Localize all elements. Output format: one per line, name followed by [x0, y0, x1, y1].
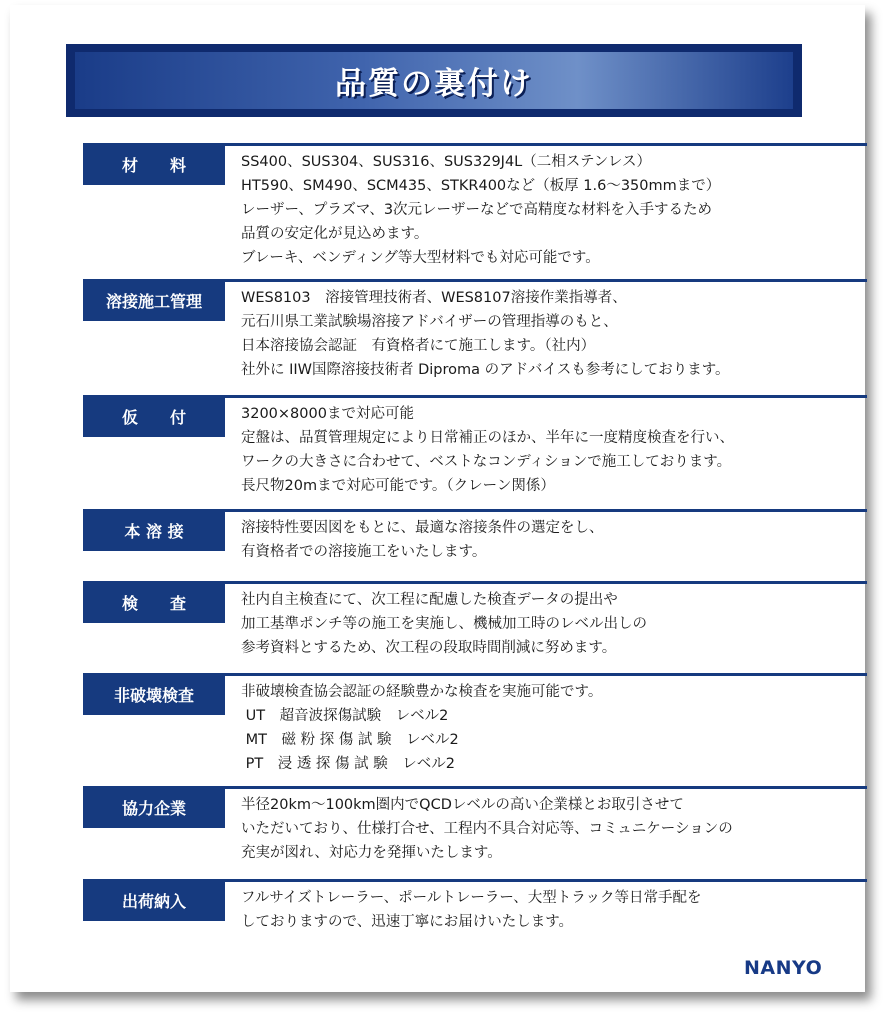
- section-line: 社内自主検査にて、次工程に配慮した検査データの提出や: [241, 592, 618, 608]
- section-line: レーザー、プラズマ、3次元レーザーなどで高精度な材料を入手するため: [241, 202, 713, 218]
- section-rule: [225, 395, 867, 398]
- section-rule: [225, 786, 867, 789]
- section-line: ワークの大きさに合わせて、ベストなコンディションで施工しております。: [241, 454, 732, 470]
- section-line: 有資格者での溶接施工をいたします。: [241, 544, 487, 560]
- section-line: 加工基準ポンチ等の施工を実施し、機械加工時のレベル出しの: [241, 616, 647, 632]
- section-line: 参考資料とするため、次工程の段取時間削減に努めます。: [241, 640, 617, 656]
- section-line: 元石川県工業試験場溶接アドバイザーの管理指導のもと、: [241, 314, 618, 330]
- section-line: 充実が図れ、対応力を発揮いたします。: [241, 845, 502, 861]
- section-label: 溶接施工管理: [83, 279, 225, 321]
- section-line: しておりますので、迅速丁寧にお届けいたします。: [241, 914, 574, 930]
- company-logo: NANYO: [744, 957, 823, 979]
- section-rule: [225, 143, 867, 146]
- section-line: 品質の安定化が見込めます。: [241, 226, 429, 242]
- section-body: [241, 516, 604, 564]
- section-line: SS400、SUS304、SUS316、SUS329J4L（二相ステンレス）: [241, 154, 651, 170]
- section-line: MT 磁 粉 探 傷 試 験 レベル2: [241, 732, 459, 748]
- section-label: 出荷納入: [83, 879, 225, 921]
- section-label: 仮 付: [83, 395, 225, 437]
- section-line: 非破壊検査協会認証の経験豊かな検査を実施可能です。: [241, 684, 603, 700]
- section-body: [241, 402, 734, 498]
- section-line: 定盤は、品質管理規定により日常補正のほか、半年に一度精度検査を行い、: [241, 430, 734, 446]
- section-body: [241, 793, 733, 865]
- section-line: UT 超音波探傷試験 レベル2: [241, 708, 449, 724]
- title-banner-inner: [75, 52, 793, 109]
- section-line: ブレーキ、ベンディング等大型材料でも対応可能です。: [241, 250, 600, 266]
- section-line: 長尺物20mまで対応可能です。（クレーン関係）: [241, 478, 555, 494]
- section-body: [241, 150, 720, 270]
- section-rule: [225, 879, 867, 882]
- section-body: [241, 886, 702, 934]
- section-line: いただいており、仕様打合せ、工程内不具合対応等、コミュニケーションの: [241, 821, 733, 837]
- page-title: 品質の裏付け: [335, 66, 533, 102]
- title-banner: [66, 44, 802, 117]
- section-label: 非破壊検査: [83, 673, 225, 715]
- section-rule: [225, 279, 867, 282]
- section-line: HT590、SM490、SCM435、STKR400など（板厚 1.6～350mmまで）: [241, 178, 721, 194]
- section-line: 3200×8000まで対応可能: [241, 406, 414, 422]
- section-label: 協力企業: [83, 786, 225, 828]
- section-rule: [225, 581, 867, 584]
- section-line: 半径20km～100km圏内でQCDレベルの高い企業様とお取引させて: [241, 797, 684, 813]
- section-label: 検 査: [83, 581, 225, 623]
- section-body: [241, 680, 602, 776]
- section-label: 本 溶 接: [83, 509, 225, 551]
- section-rule: [225, 673, 867, 676]
- section-line: WES8103 溶接管理技術者、WES8107溶接作業指導者、: [241, 290, 627, 306]
- section-line: PT 浸 透 探 傷 試 験 レベル2: [241, 756, 455, 772]
- section-line: 溶接特性要因図をもとに、最適な溶接条件の選定をし、: [241, 520, 604, 536]
- section-line: フルサイズトレーラー、ポールトレーラー、大型トラック等日常手配を: [241, 890, 702, 906]
- section-body: [241, 588, 647, 660]
- section-body: [241, 286, 730, 382]
- section-line: 社外に IIW国際溶接技術者 Diproma のアドバイスも参考にしております。: [241, 362, 730, 378]
- section-line: 日本溶接協会認証 有資格者にて施工します。（社内）: [241, 338, 596, 354]
- section-label: 材 料: [83, 143, 225, 185]
- section-rule: [225, 509, 867, 512]
